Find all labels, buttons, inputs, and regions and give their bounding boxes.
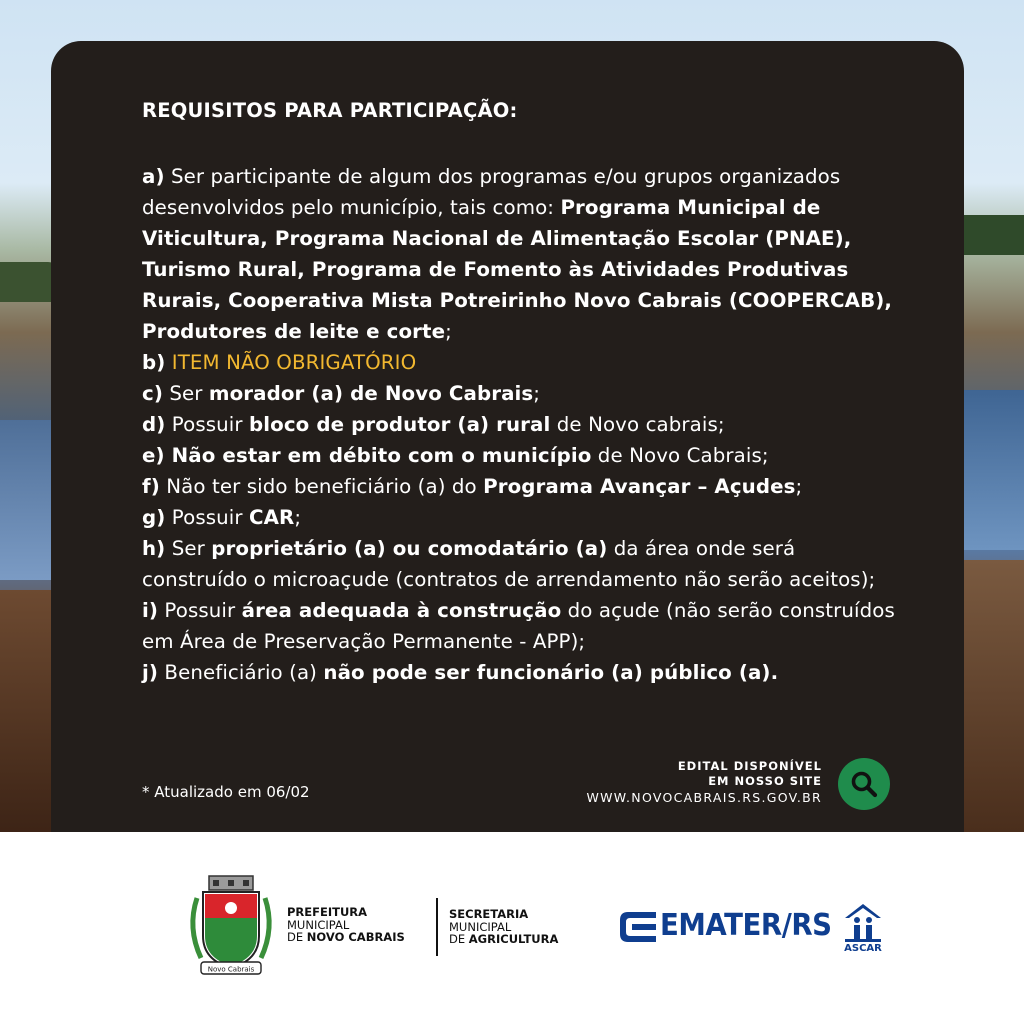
soil-mound (954, 560, 1024, 832)
requirement-item (142, 440, 902, 471)
requirement-text: Possuir (165, 506, 249, 529)
search-button[interactable] (838, 758, 890, 810)
requirement-text: f) (142, 475, 160, 498)
requirement-text: ; (533, 382, 541, 405)
requirement-text: Ser (165, 537, 212, 560)
requirement-item (142, 595, 902, 657)
requirement-text: Ser (162, 382, 209, 405)
requirement-text: d) (142, 413, 166, 436)
requirement-text: ITEM NÃO OBRIGATÓRIO (171, 351, 417, 374)
requirement-text: proprietário (a) ou comodatário (a) (211, 537, 608, 560)
crest-motto: Novo Cabrais (207, 965, 255, 974)
requirement-text: Beneficiário (a) (158, 661, 324, 684)
requirement-text: ; (445, 320, 452, 343)
requirement-item (142, 533, 902, 595)
secretaria-line-2: MUNICIPAL (449, 919, 512, 934)
footer-logos (0, 832, 1024, 1024)
prefeitura-line-1: PREFEITURA (287, 905, 368, 919)
requirement-text: c) (142, 382, 163, 405)
requirement-text: não pode ser funcionário (a) público (a). (323, 661, 779, 684)
requirement-item (142, 471, 902, 502)
requirement-item (142, 657, 902, 688)
requirement-text: da área onde será construído o microaçude (contratos de arrendamento não serão aceitos); (142, 537, 876, 591)
requirement-text: ; (294, 506, 302, 529)
tree-line (954, 215, 1024, 255)
updated-note: * Atualizado em 06/02 (142, 783, 310, 801)
requirement-text: Ser participante de algum dos programas e/ou grupos organizados desenvolvidos pelo município, tais como: (142, 165, 841, 219)
requirement-text: h) (142, 537, 166, 560)
prefeitura-label (287, 906, 405, 944)
site-line-2: EM NOSSO SITE (708, 774, 822, 788)
requirement-item (142, 347, 902, 378)
requirement-item (142, 378, 902, 409)
ascar-label: ASCAR (844, 943, 882, 954)
requirement-text: j) (142, 661, 159, 684)
requirement-text: Possuir (165, 413, 249, 436)
secretaria-label (449, 908, 558, 946)
requirement-text: de Novo Cabrais; (591, 444, 769, 467)
requirement-text: ; (795, 475, 803, 498)
requirement-text: de Novo cabrais; (550, 413, 725, 436)
requirement-text: Programa Municipal de Viticultura, Programa Nacional de Alimentação Escolar (PNAE), Turismo Rural, Programa de Fomento às Atividades Produtivas Rurais, Cooperativa Mista Potreirinho Novo Cabrais (COOPERCAB), Produtores de leite e corte (142, 196, 892, 343)
ascar-logo-icon (841, 902, 885, 942)
requirement-text: morador (a) de Novo Cabrais (208, 382, 534, 405)
emater-logo-icon (620, 912, 656, 942)
requirement-text: Programa Avançar – Açudes (483, 475, 796, 498)
requirement-item (142, 409, 902, 440)
site-info (586, 759, 822, 807)
search-icon (849, 769, 879, 799)
municipal-crest-icon (183, 874, 279, 978)
requirement-text: b) (142, 351, 166, 374)
logo-divider (436, 898, 438, 956)
requirement-text: Não ter sido beneficiário (a) do (159, 475, 484, 498)
requirement-item (142, 502, 902, 533)
emater-name: EMATER/RS (660, 908, 832, 943)
site-url-link[interactable]: WWW.NOVOCABRAIS.RS.GOV.BR (586, 790, 822, 805)
prefeitura-line-3: DE NOVO CABRAIS (287, 930, 405, 944)
requirement-text: g) (142, 506, 166, 529)
requirement-text: do açude (não serão construídos em Área de Preservação Permanente - APP); (142, 599, 895, 653)
requirement-text: i) (142, 599, 159, 622)
requirement-text: bloco de produtor (a) rural (249, 413, 551, 436)
requirement-text: Possuir (158, 599, 242, 622)
water-surface (954, 390, 1024, 550)
site-line-1: EDITAL DISPONÍVEL (677, 759, 822, 773)
requirement-text: CAR (249, 506, 295, 529)
requirement-text: e) Não estar em débito com o município (142, 444, 592, 467)
requirements-heading: REQUISITOS PARA PARTICIPAÇÃO: (142, 99, 518, 122)
secretaria-line-1: SECRETARIA (449, 907, 529, 921)
secretaria-line-3: DE AGRICULTURA (449, 932, 559, 946)
prefeitura-line-2: MUNICIPAL (287, 917, 350, 932)
requirement-item (142, 161, 902, 347)
requirement-text: a) (142, 165, 165, 188)
requirements-card (51, 41, 964, 832)
requirements-list (142, 161, 902, 688)
requirement-text: área adequada à construção (241, 599, 562, 622)
